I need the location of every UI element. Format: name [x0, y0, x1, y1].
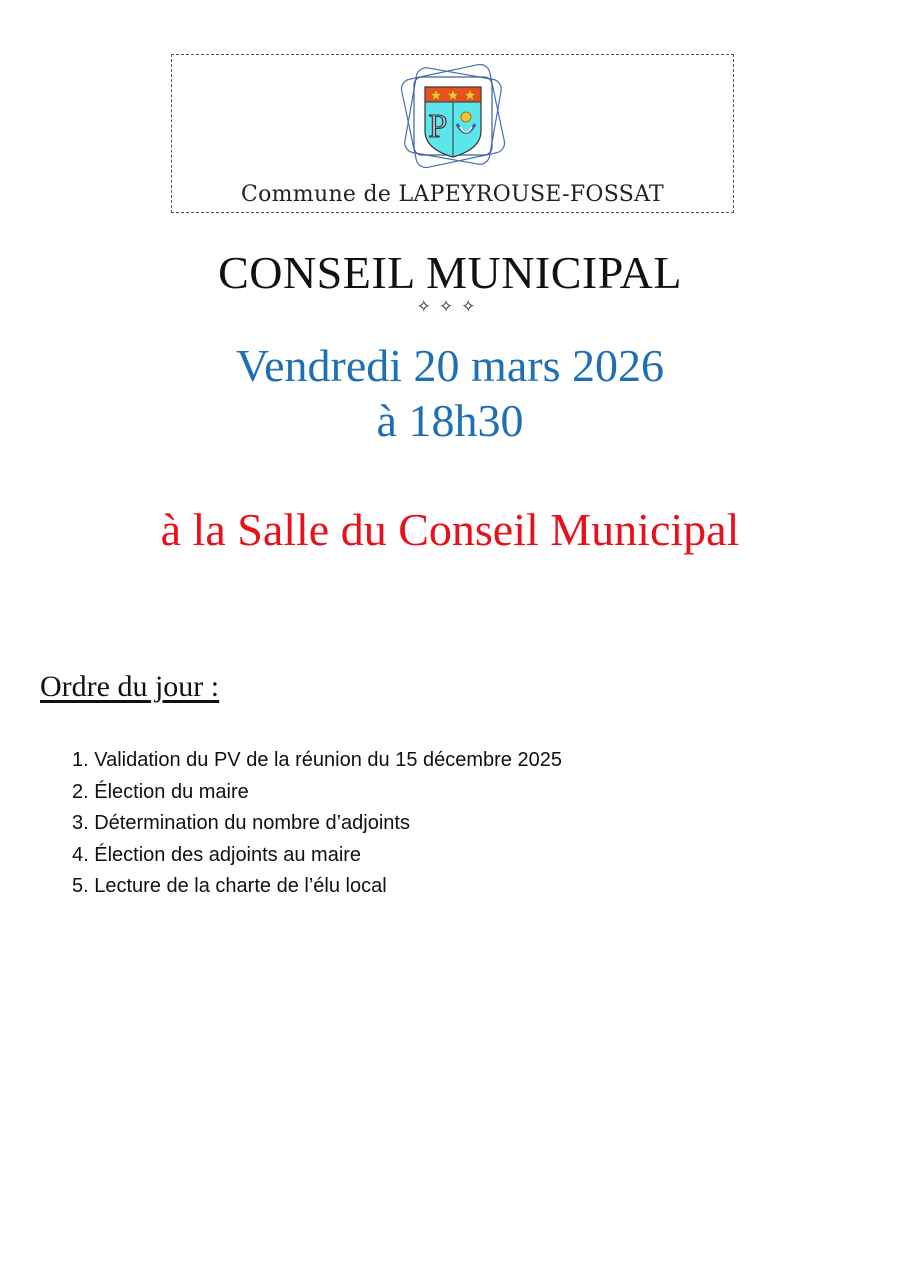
agenda-item: 1. Validation du PV de la réunion du 15 décembre 2025 — [72, 749, 562, 771]
agenda-item: 4. Élection des adjoints au maire — [72, 843, 362, 866]
lapeyrouse-fossat-coat-of-arms-icon — [394, 57, 512, 175]
agenda-item: 2. Élection du maire — [72, 780, 249, 803]
meeting-time: à 18h30 — [376, 395, 524, 446]
agenda-item: 5. Lecture de la charte de l’élu local — [72, 875, 387, 897]
meeting-venue: à la Salle du Conseil Municipal — [160, 504, 740, 555]
agenda-list — [72, 745, 562, 903]
agenda-item: 3. Détermination du nombre d’adjoints — [72, 812, 410, 834]
commune-name: Commune de LAPEYROUSE-FOSSAT — [240, 182, 665, 207]
meeting-date: Vendredi 20 mars 2026 — [236, 340, 664, 391]
logo-letter: P — [428, 108, 448, 145]
agenda-heading: Ordre du jour : — [40, 670, 220, 703]
page-title: CONSEIL MUNICIPAL — [218, 247, 682, 298]
sparkle-ornament-icon: ✧✧✧ — [416, 297, 484, 317]
header-frame — [171, 54, 734, 213]
